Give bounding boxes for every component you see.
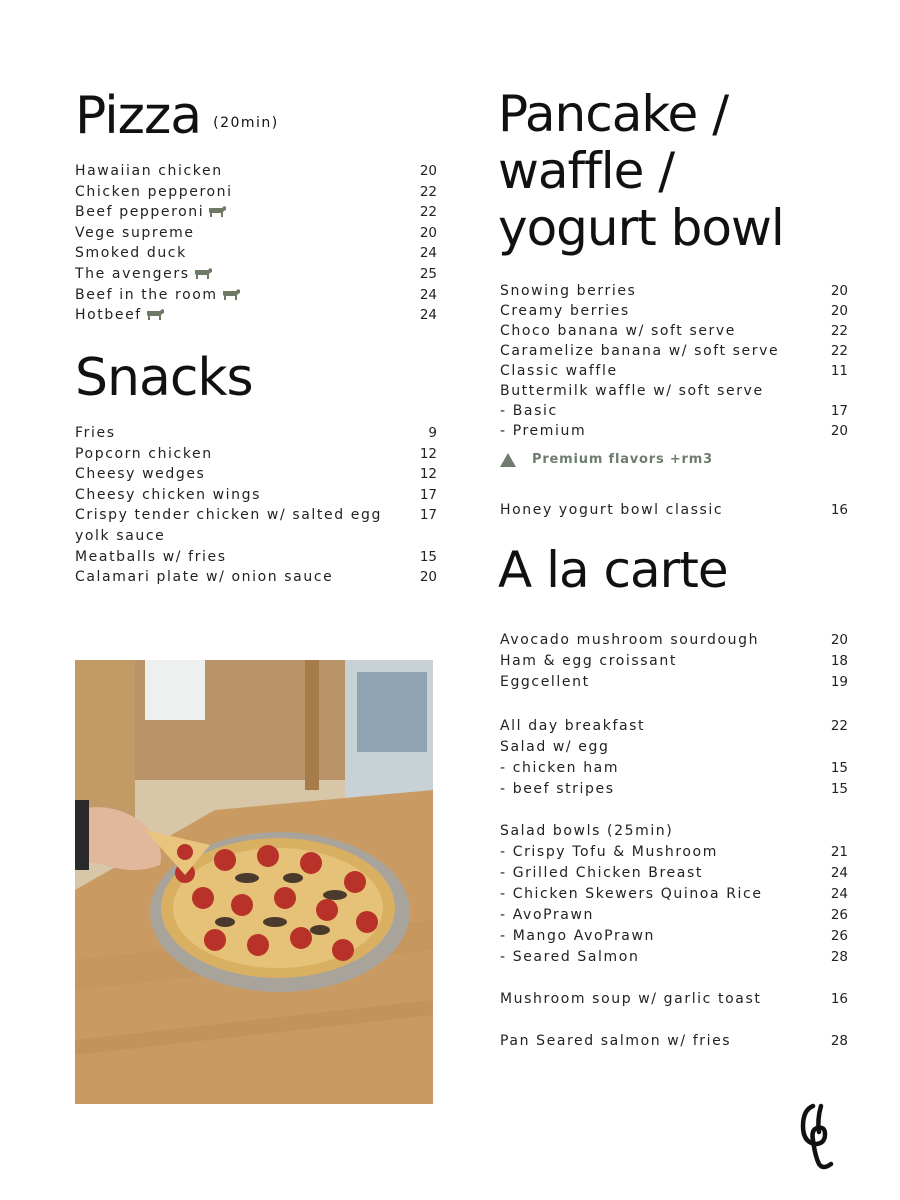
menu-item <box>500 989 848 1010</box>
menu-item-label: Creamy berries <box>500 303 630 319</box>
triangle-icon <box>500 453 516 467</box>
menu-item <box>75 305 437 326</box>
menu-item-name <box>75 182 409 203</box>
menu-item-name <box>500 737 820 758</box>
menu-item-price: 20 <box>830 423 848 439</box>
menu-item <box>75 567 437 588</box>
menu-item <box>500 341 848 361</box>
menu-item-name <box>500 381 820 401</box>
menu-item-label: Crispy tender chicken w/ salted egg yolk sauce <box>75 507 382 544</box>
menu-item-name <box>75 567 409 588</box>
menu-item <box>75 243 437 264</box>
cow-icon <box>193 267 213 279</box>
menu-item-price: 20 <box>419 163 437 179</box>
menu-item-price: 19 <box>830 674 848 690</box>
menu-item-price: 9 <box>428 425 437 441</box>
menu-item <box>500 758 848 779</box>
carte-group <box>500 630 848 693</box>
menu-item-price: 17 <box>419 486 437 503</box>
menu-item <box>75 423 437 444</box>
menu-item-label: Vege supreme <box>75 224 195 241</box>
menu-item-name <box>500 1031 820 1052</box>
menu-item-name <box>75 305 409 326</box>
menu-item <box>500 716 848 737</box>
menu-item <box>500 779 848 800</box>
menu-item-name <box>500 779 820 800</box>
menu-item-label: Choco banana w/ soft serve <box>500 323 737 339</box>
menu-item-label: Cheesy wedges <box>75 466 206 483</box>
menu-item-price: 12 <box>419 445 437 462</box>
menu-item-name <box>75 285 409 306</box>
menu-item-name: Honey yogurt bowl classic <box>500 502 724 518</box>
menu-item-label: Popcorn chicken <box>75 445 213 462</box>
menu-item-price: 24 <box>830 886 848 902</box>
menu-item <box>500 630 848 651</box>
menu-item <box>75 505 437 546</box>
menu-item-price: 16 <box>830 991 848 1007</box>
snacks-heading: Snacks <box>75 348 253 408</box>
cow-icon <box>207 205 227 217</box>
menu-item <box>75 264 437 285</box>
pizza-heading <box>75 86 279 153</box>
menu-item-label: Eggcellent <box>500 674 590 690</box>
menu-item-name <box>500 842 820 863</box>
menu-item-name <box>75 464 409 485</box>
menu-item <box>500 1031 848 1052</box>
menu-item <box>500 947 848 968</box>
carte-group <box>500 716 848 800</box>
menu-item <box>500 821 848 842</box>
menu-item <box>75 182 437 203</box>
menu-item-label: Caramelize banana w/ soft serve <box>500 343 780 359</box>
carte-group <box>500 821 848 968</box>
menu-item-name <box>500 884 820 905</box>
menu-item-label: Snowing berries <box>500 283 637 299</box>
menu-item-price: 15 <box>830 781 848 797</box>
menu-item-label: Fries <box>75 425 116 441</box>
menu-item <box>500 672 848 693</box>
menu-item <box>500 651 848 672</box>
menu-item-label: - Mango AvoPrawn <box>500 928 655 944</box>
menu-item-price: 24 <box>419 286 437 303</box>
menu-item-price: 22 <box>830 718 848 734</box>
menu-item-label: - Premium <box>500 423 587 439</box>
menu-item-label: Hawaiian chicken <box>75 163 223 179</box>
menu-item-name <box>500 341 820 361</box>
menu-item-price: 11 <box>830 363 848 379</box>
menu-item <box>500 905 848 926</box>
menu-item-name <box>500 716 820 737</box>
menu-item-name <box>500 651 820 672</box>
menu-item-label: - beef stripes <box>500 781 615 797</box>
menu-item-price: 20 <box>419 224 437 241</box>
menu-item-label: The avengers <box>75 265 190 282</box>
menu-item-price: 24 <box>830 865 848 881</box>
menu-item-price: 20 <box>830 632 848 648</box>
carte-group <box>500 989 848 1010</box>
menu-item-name <box>75 161 409 182</box>
menu-item-label: - chicken ham <box>500 760 620 776</box>
menu-item-price: 18 <box>830 653 848 669</box>
menu-item <box>75 464 437 485</box>
menu-item <box>500 301 848 321</box>
pancake-heading <box>498 86 878 257</box>
menu-item-name <box>75 202 409 223</box>
menu-item-name <box>75 243 409 264</box>
menu-item <box>500 421 848 441</box>
menu-item-name <box>500 630 820 651</box>
pancake-menu-list <box>500 281 848 441</box>
menu-item-label: - Crispy Tofu & Mushroom <box>500 844 718 860</box>
menu-item-label: Salad w/ egg <box>500 739 610 755</box>
menu-item-label: Buttermilk waffle w/ soft serve <box>500 383 764 399</box>
menu-item-name <box>500 821 820 842</box>
menu-item-price: 25 <box>419 265 437 282</box>
menu-item <box>500 926 848 947</box>
premium-note-text: Premium flavors +rm3 <box>532 452 713 467</box>
menu-item-price: 20 <box>419 569 437 586</box>
brand-logo <box>795 1100 839 1172</box>
menu-item-name <box>75 547 409 568</box>
menu-item-name <box>75 505 409 546</box>
menu-item-price: 28 <box>830 949 848 965</box>
menu-item-label: All day breakfast <box>500 718 646 734</box>
menu-item-price: 20 <box>830 283 848 299</box>
premium-note <box>500 452 713 467</box>
menu-item-name <box>500 947 820 968</box>
menu-item-label: Hotbeef <box>75 307 142 324</box>
menu-item <box>500 381 848 401</box>
menu-item <box>500 321 848 341</box>
menu-item-price: 12 <box>419 466 437 483</box>
menu-item-name <box>75 423 409 444</box>
menu-item <box>75 444 437 465</box>
menu-item-label: - AvoPrawn <box>500 907 594 923</box>
menu-item-price: 24 <box>419 245 437 262</box>
menu-item-label: - Seared Salmon <box>500 949 640 965</box>
menu-item-name <box>500 401 820 421</box>
menu-item-price: 26 <box>830 907 848 923</box>
pancake-title-line3: yogurt bowl <box>498 199 784 257</box>
menu-item <box>500 884 848 905</box>
menu-item <box>75 485 437 506</box>
menu-item-label: Calamari plate w/ onion sauce <box>75 569 334 586</box>
menu-item-price: 16 <box>830 502 848 518</box>
menu-item-name <box>75 264 409 285</box>
menu-item <box>75 161 437 182</box>
pizza-menu-list <box>75 161 437 326</box>
menu-item-label: - Basic <box>500 403 558 419</box>
menu-item-label: - Chicken Skewers Quinoa Rice <box>500 886 763 902</box>
menu-item-price: 22 <box>419 183 437 200</box>
menu-item-label: Cheesy chicken wings <box>75 486 261 503</box>
menu-item-label: Mushroom soup w/ garlic toast <box>500 991 762 1007</box>
menu-item-price: 22 <box>830 343 848 359</box>
menu-item-label: Classic waffle <box>500 363 618 379</box>
menu-item-price: 22 <box>419 204 437 221</box>
menu-item-label: Smoked duck <box>75 245 187 262</box>
menu-item-price: 17 <box>830 403 848 419</box>
menu-item-name <box>75 223 409 244</box>
menu-item-price: 26 <box>830 928 848 944</box>
menu-item-label: Chicken pepperoni <box>75 183 233 200</box>
menu-item-label: Avocado mushroom sourdough <box>500 632 760 648</box>
menu-item-name <box>500 989 820 1010</box>
carte-heading: A la carte <box>498 541 728 599</box>
menu-item-name <box>500 421 820 441</box>
menu-item-name <box>75 444 409 465</box>
carte-group <box>500 1031 848 1052</box>
menu-item-label: Meatballs w/ fries <box>75 548 227 565</box>
menu-item-name <box>500 672 820 693</box>
yogurt-menu-list <box>500 500 848 520</box>
menu-item-name <box>500 321 820 341</box>
menu-item-name <box>500 301 820 321</box>
menu-item-price: 28 <box>830 1033 848 1049</box>
menu-item-label: Salad bowls (25min) <box>500 823 674 839</box>
menu-item-label: Ham & egg croissant <box>500 653 677 669</box>
menu-item-price: 24 <box>419 307 437 324</box>
menu-item-label: Pan Seared salmon w/ fries <box>500 1033 732 1049</box>
pancake-title-line2: waffle / <box>498 142 675 200</box>
menu-item-name <box>500 758 820 779</box>
menu-item <box>75 285 437 306</box>
menu-item-price: 15 <box>830 760 848 776</box>
menu-item <box>500 401 848 421</box>
menu-item <box>75 223 437 244</box>
menu-item-name <box>500 905 820 926</box>
menu-item <box>75 202 437 223</box>
menu-item <box>500 500 848 520</box>
pizza-photo <box>75 660 433 1104</box>
menu-item-name <box>75 485 409 506</box>
menu-item <box>500 842 848 863</box>
menu-item-name <box>500 926 820 947</box>
menu-item-label: - Grilled Chicken Breast <box>500 865 703 881</box>
menu-item <box>500 281 848 301</box>
snacks-menu-list <box>75 423 437 588</box>
menu-item-label: Beef in the room <box>75 286 218 303</box>
menu-item-name <box>500 361 820 381</box>
menu-item-price: 21 <box>830 844 848 860</box>
pizza-title: Pizza <box>75 86 202 146</box>
menu-item <box>500 737 848 758</box>
menu-item <box>75 547 437 568</box>
menu-item-name <box>500 863 820 884</box>
menu-item-price: 22 <box>830 323 848 339</box>
menu-item-price: 15 <box>419 548 437 565</box>
menu-item <box>500 863 848 884</box>
menu-item-price: 20 <box>830 303 848 319</box>
pancake-title-line1: Pancake / <box>498 85 729 143</box>
pizza-time: (20min) <box>213 115 279 131</box>
cow-icon <box>221 288 241 300</box>
cow-icon <box>145 308 165 320</box>
menu-item-label: Beef pepperoni <box>75 204 205 221</box>
menu-item-name <box>500 281 820 301</box>
menu-item <box>500 361 848 381</box>
menu-item-price: 17 <box>419 507 437 524</box>
